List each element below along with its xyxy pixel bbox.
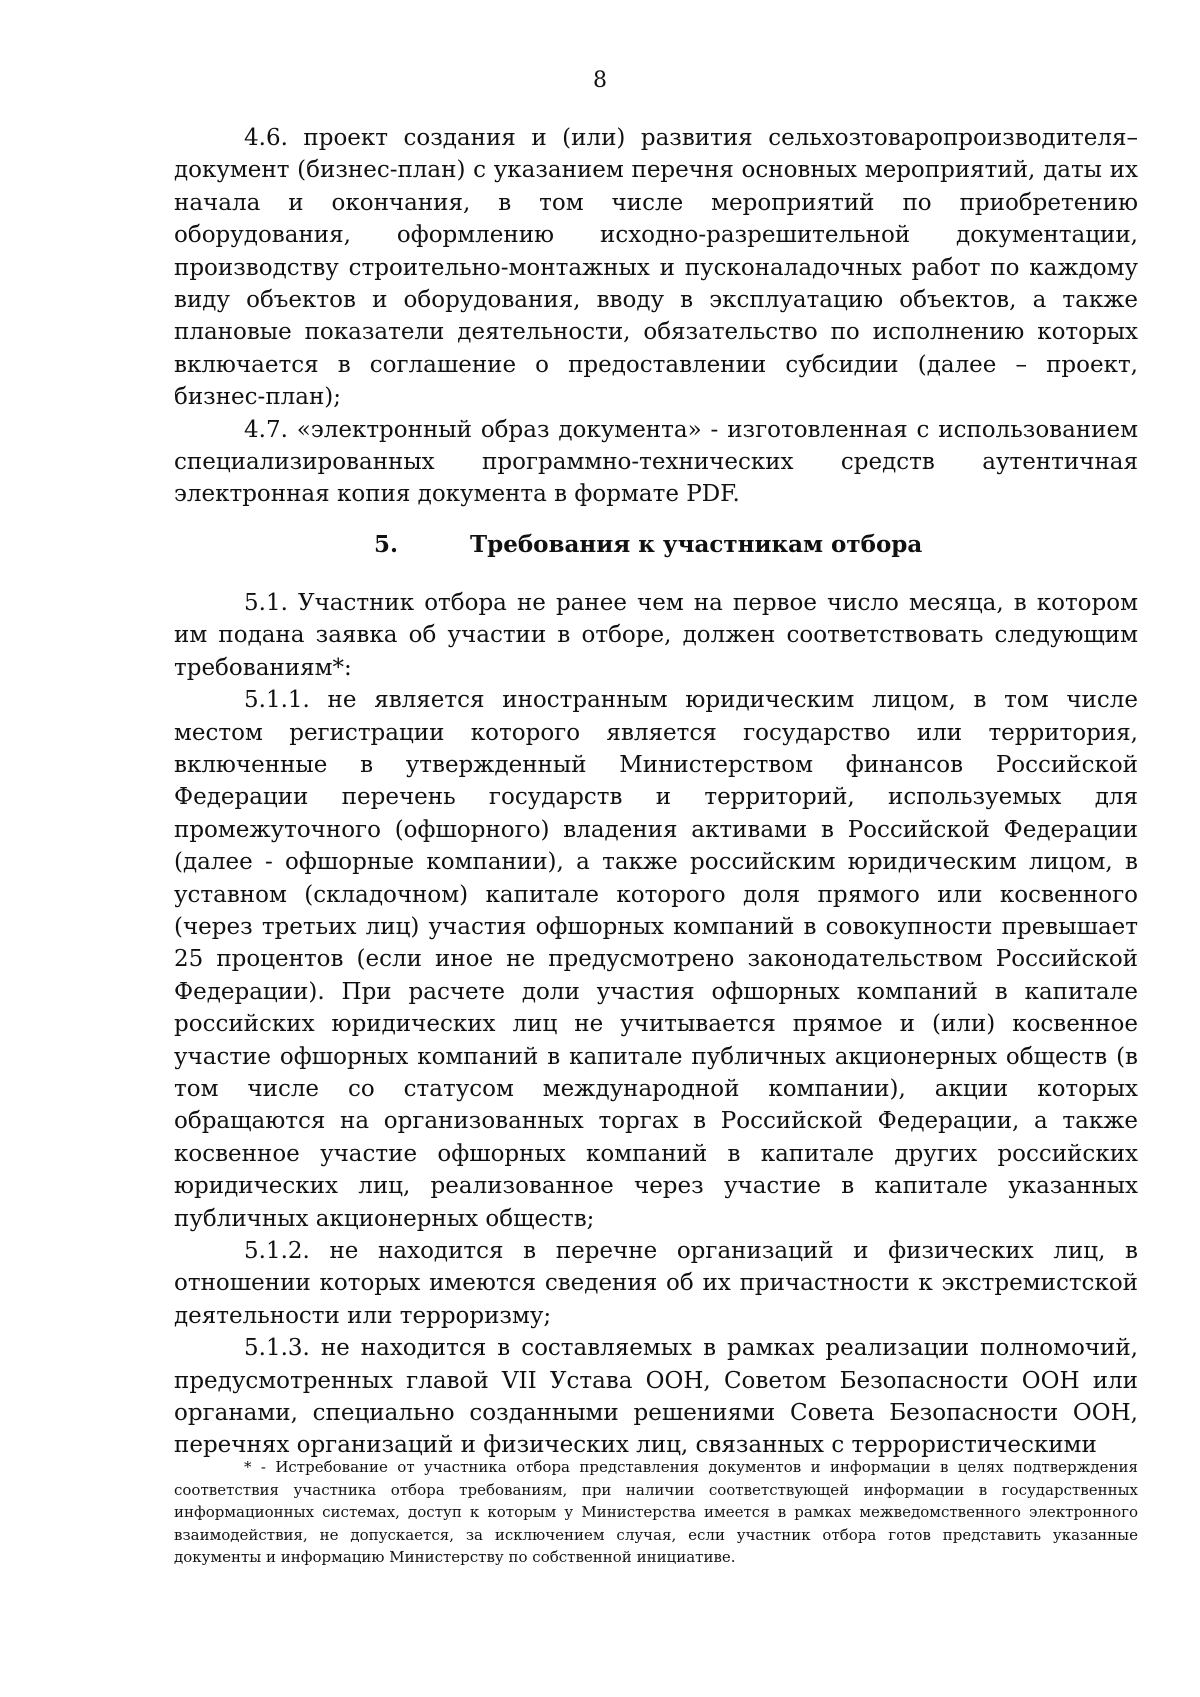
- paragraph-4-7: 4.7. «электронный образ документа» - изготовленная с использованием специализированных программно-технических средств аутентичная электронная копия документа в формате PDF.: [174, 416, 1138, 508]
- paragraph-5-1-2: 5.1.2. не находится в перечне организаций и физических лиц, в отношении которых имеются сведения об их причастности к экстремистской деятельности или терроризму;: [174, 1238, 1138, 1329]
- section-number: 5.: [374, 530, 399, 558]
- document-body: [174, 122, 1138, 1462]
- paragraph-5-1-1: 5.1.1. не является иностранным юридическим лицом, в том числе местом регистрации которого является государство или территория, включенные в утвержденный Министерством финансов Российской Федерации перечень государств и территорий, используемых для промежуточного (офшорного) владения активами в Российской Федерации (далее - офшорные компании), а также российским юридическим лицом, в уставном (складочном) капитале которого доля прямого или косвенного (через третьих лиц) участия офшорных компаний в совокупности превышает 25 процентов (если иное не предусмотрено законодательством Российской Федерации). При расчете доли участия офшорных компаний в капитале российских юридических лиц не учитывается прямое и (или) косвенное участие офшорных компаний в капитале публичных акционерных обществ (в том числе со статусом международной компании), акции которых обращаются на организованных торгах в Российской Федерации, а также косвенное участие офшорных компаний в капитале других российских юридических лиц, реализованное через участие в капитале указанных публичных акционерных обществ;: [174, 687, 1138, 1232]
- section-heading: [174, 529, 1138, 561]
- paragraph-5-1-3: 5.1.3. не находится в составляемых в рамках реализации полномочий, предусмотренных главой VII Устава ООН, Советом Безопасности ООН или органами, специально созданными решениями Совета Безопасности ООН, перечнях организаций и физических лиц, связанных с террористическими: [174, 1335, 1138, 1459]
- paragraph-5-1: 5.1. Участник отбора не ранее чем на первое число месяца, в котором им подана заявка об участии в отборе, должен соответствовать следующим требованиям*:: [174, 589, 1138, 681]
- page-number: 8: [593, 68, 607, 93]
- footnote: [174, 1456, 1138, 1569]
- section-title: Требования к участникам отбора: [470, 530, 923, 558]
- footnote-text: * - Истребование от участника отбора представления документов и информации в целях подтверждения соответствия участника отбора требованиям, при наличии соответствующей информации в государственных информационных системах, доступ к которым у Министерства имеется в рамках межведомственного электронного взаимодействия, не допускается, за исключением случая, если участник отбора готов представить указанные документы и информацию Министерству по собственной инициативе.: [174, 1458, 1138, 1567]
- paragraph-4-6: 4.6. проект создания и (или) развития сельхозтоваропроизводителя– документ (бизнес-план) с указанием перечня основных мероприятий, даты их начала и окончания, в том числе мероприятий по приобретению оборудования, оформлению исходно-разрешительной документации, производству строительно-монтажных и пусконаладочных работ по каждому виду объектов и оборудования, вводу в эксплуатацию объектов, а также плановые показатели деятельности, обязательство по исполнению которых включается в соглашение о предоставлении субсидии (далее – проект, бизнес-план);: [174, 125, 1138, 411]
